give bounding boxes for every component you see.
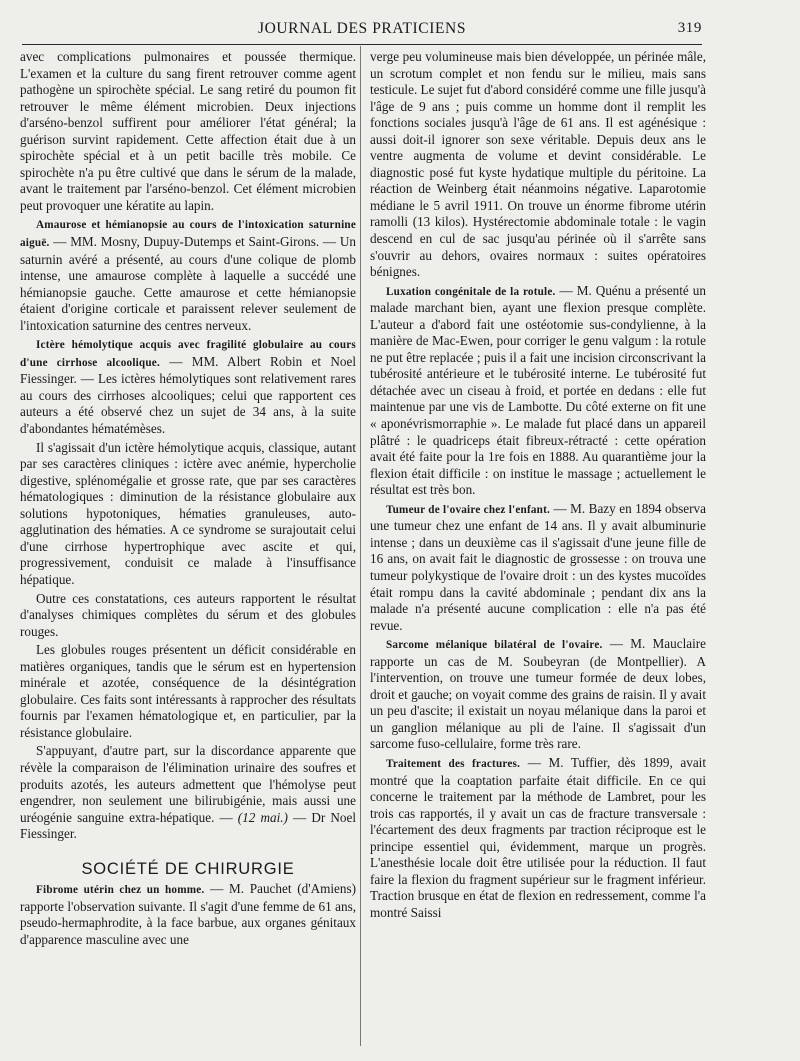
society-heading: SOCIÉTÉ DE CHIRURGIE [81,859,295,878]
column-divider [360,46,361,1046]
section-title: Ictère hémolytique acquis avec fragilité globulaire au cours d'une cirrhose alcoolique. [20,339,356,369]
section-fractures [370,755,706,921]
section-title: Tumeur de l'ovaire chez l'enfant. [386,503,551,516]
section-body: — M. Pauchet (d'Amiens) rapporte l'observation suivante. Il s'agit d'une femme de 61 ans, pseudo-hermaphrodite, à la face barbue, aux organes génitaux d'apparence masculine avec une [20,881,357,947]
section-title: Traitement des fractures. [386,757,521,770]
page-number: 319 [677,20,702,36]
paragraph: Il s'agissait d'un ictère hémolytique acquis, classique, autant par ses caractères cliniques : ictère avec anémie, hypercholie digestive, splénomégalie et grosse rate, que par ses caractères hématologiques : diminution de la résistance globulaire aux solutions hypotoniques, hématies granuleuses, auto-agglutination des hématies. A ce syndrome se surajoutait celui d'une cirrhose hypertrophique avec ascite et qui, progressivement, conduisit ce malade à l'insuffisance hépatique. [20,439,356,587]
running-header [22,20,702,42]
section-luxation [370,283,706,499]
paragraph-text: S'appuyant, d'autre part, sur la discordance apparente que révèle la comparaison de l'élimination urinaire des soufres et produits azotés, les auteurs admettent que l'hémolyse peut engendrer, non seulement une bilirubigénie, mais aussi une uréogénie sanguine extra-hépatique. — [20,743,356,825]
header-rule [22,44,702,45]
section-title: Sarcome mélanique bilatéral de l'ovaire. [386,639,603,652]
section-body: — M. Mauclaire rapporte un cas de M. Soubeyran (de Montpellier). A l'intervention, on trouve une tumeur formée de deux lobes, droit et gauche; on voyait comme des grains de raisin. Il y avait un peu d'ascite; il existait un noyau mélanique dans la paroi et un ganglion mélanique au pli de l'aine. Il s'agissait d'un sarcome fuso-cellulaire, forme très rare. [370,636,706,752]
section-body: — M. Quénu a présenté un malade marchant bien, ayant une flexion presque complète. L'auteur a d'abord fait une ostéotomie sus-condylienne, à la manière de Mac-Ewen, pour corriger le genu valgum : la rotule ne put être replacée ; puis il a fait une incision circonscrivant la tubérosité antérieure et le tubérosité interne. Le tubérosité fut détachée avec un ciseau à froid, et portée en dedans : elle fut maintenue par une vis de Lambotte. Du côté externe on fit une « aponévrismorraphie ». Le malade fut placé dans un appareil plâtré : le quadriceps était fibreux-rétracté : cette opération avait été faite pour la 1re fois en 1888. Au quarantième jour la flexion était difficile : on institue le massage ; actuellement le résultat est très bon. [370,282,706,498]
section-body: — M. Tuffier, dès 1899, avait montré que la coaptation parfaite était difficile. En ce qui concerne le traitement par la méthode de Lambret, pour les trois cas rapportés, il y avait un cas de fracture transversale : l'écartement des deux fragments par traction réciproque est le principe essentiel qui, évidemment, marque un progrès. L'anesthésie locale doit être utilisée pour la réduction. Il faut faire la flexion du fragment supérieur sur le fragment inférieur. Traction brusque en état de flexion en redressement, comme l'a montré Saissi [370,754,707,920]
paragraph-signed [20,743,356,842]
right-column [370,49,706,923]
paragraph: Outre ces constatations, ces auteurs rapportent le résultat d'analyses chimiques complètes du sérum et des globules rouges. [20,590,356,639]
section-title: Fibrome utérin chez un homme. [36,884,205,897]
paragraph: Les globules rouges présentent un déficit considérable en matières organiques, tandis que le sérum est en hypertension minérale et azotée, conséquence de la désintégration globulaire. Ces faits sont intéressants à rapprocher des résultats fournis par l'examen hématologique et, en particulier, par la résistance globulaire. [20,642,356,740]
date-note: (12 mai.) [237,809,288,825]
section-fibrome [20,881,356,948]
section-tumeur [370,501,706,634]
section-body: — MM. Albert Robin et Noel Fiessinger. — Les ictères hémolytiques sont relativement rares au cours des cirrhoses alcooliques; celui que rapportent ces auteurs a été observé chez un sujet de 34 ans, à la suite d'abondantes hématémèses. [20,353,357,437]
section-amaurose [20,216,356,334]
left-column [20,49,356,950]
section-title: Luxation congénitale de la rotule. [386,285,556,298]
signature: — Dr Noel Fiessinger. [20,809,356,842]
section-body: — MM. Mosny, Dupuy-Dutemps et Saint-Girons. — Un saturnin avéré a présenté, au cours d'une colique de plomb intense, une amaurose complète à laquelle a succédé une hémianopsie gauche. Cette amaurose et cette hémianopsie étaient d'origine corticale et paraissent relever seulement de l'intoxication saturnine des centres nerveux. [20,234,356,333]
section-title: Amaurose et hémianopsie au cours de l'intoxication saturnine aiguë. [20,219,356,250]
section-ictere [20,336,356,437]
section-body: — M. Bazy en 1894 observa une tumeur chez une enfant de 14 ans. Il y avait albuminurie intense ; dans un deuxième cas il s'agissait d'une jeune fille de 16 ans, on avait fait le diagnostic de grossesse : on trouva une tumeur polykystique de l'ovaire droit : un des kystes mucoïdes était rompu dans la cavité abdominale ; pendant dix ans la malade n'a présenté aucune complication : elle n'a pas été revue. [370,500,707,633]
journal-title: JOURNAL DES PRATICIENS [257,20,467,37]
paragraph: verge peu volumineuse mais bien développée, un périnée mâle, un scrotum complet et non fendu sur le milieu, mais sans testicule. Le sujet fut d'abord considéré comme une fille jusqu'à l'âge de 9 ans ; puis comme un homme dont il remplit les fonctions sociales jusqu'à l'âge de 61 ans. Il est agénésique : aussi doit-il ignorer son sexe véritable. Depuis deux ans le ventre augmenta de volume et devint considérable. Le diagnostic posé fut kyste hydatique multiple du péritoine. La réaction de Weinberg était néanmoins négative. Laparotomie médiane le 5 avril 1911. On trouve un énorme fibrome utérin ramolli (13 kilos). Hystérectomie abdominale totale : le vagin descend en cul de sac jusqu'au périnée où il s'arrête sans s'ouvrir au dehors, ovaires normaux : suites opératoires bénignes. [370,49,706,280]
section-sarcome [370,636,706,753]
paragraph: avec complications pulmonaires et poussée thermique. L'examen et la culture du sang firent retrouver comme agent pathogène un spirochète spécial. Le sang retiré du poumon fit retrouver le même élément microbien. Deux injections d'arséno-benzol suffirent pour améliorer l'état général; la guérison survint rapidement. Cette affection était due à un spirochète spécial et à un petit bacille très mobile. Ce spirochète n'a pu être cultivé que dans le sérum de la malade, avant le traitement par l'arséno-benzol. Cet élément microbien peut provoquer une kératite au lapin. [20,49,356,213]
